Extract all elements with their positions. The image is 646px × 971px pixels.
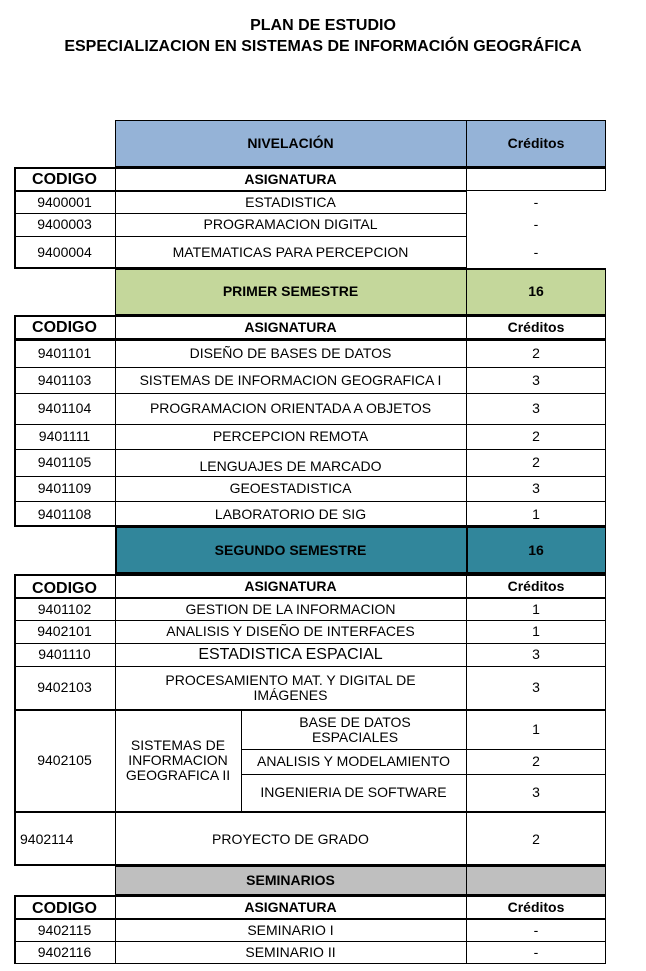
sig2-sub-credits: 3 (532, 784, 540, 800)
table-row-credits: - (533, 216, 539, 232)
table-row-credits: - (533, 244, 539, 260)
table-row-credits: 2 (532, 428, 540, 444)
table-row-code: 9401108 (37, 505, 92, 522)
sig2-sub-name: BASE DE DATOS ESPACIALES (299, 713, 411, 745)
table-row-code: 9401104 (37, 400, 92, 416)
document-title: PLAN DE ESTUDIO (250, 17, 396, 34)
table-row-credits: 3 (532, 371, 540, 388)
table-row-credits: - (533, 193, 539, 210)
sig2-sub-credits: 1 (532, 721, 540, 737)
table-row-code: 9401103 (37, 371, 92, 388)
table-row-credits: 3 (532, 480, 540, 496)
sig2-sub-credits: 2 (532, 753, 540, 769)
codigo-header: CODIGO (32, 319, 97, 336)
table-row-code: 9401110 (38, 646, 91, 662)
table-row-name: SEMINARIO II (245, 944, 336, 960)
seminarios-label: SEMINARIOS (246, 871, 335, 888)
proyecto-credits: 2 (532, 830, 540, 847)
nivelacion-credits-header: Créditos (507, 135, 565, 151)
table-row-name: ANALISIS Y DISEÑO DE INTERFACES (166, 623, 415, 639)
table-row-name: ESTADISTICA (245, 193, 336, 210)
table-row-name: LENGUAJES DE MARCADO (199, 458, 382, 474)
table-row-code: 9402101 (37, 623, 92, 639)
asignatura-header: ASIGNATURA (244, 319, 337, 335)
table-row-code: 9402115 (37, 921, 92, 938)
proyecto-name: PROYECTO DE GRADO (212, 830, 369, 847)
table-row-name: GESTION DE LA INFORMACION (185, 600, 396, 617)
table-row-credits: - (533, 944, 539, 960)
table-row-code: 9401101 (37, 345, 92, 361)
table-row-credits: 3 (532, 679, 540, 695)
table-row-credits: 2 (532, 454, 540, 470)
table-row-code: 9402116 (37, 944, 92, 960)
segundo-semestre-label: SEGUNDO SEMESTRE (214, 541, 367, 558)
creditos-header: Créditos (507, 898, 565, 915)
table-row-code: 9400004 (37, 244, 92, 260)
table-row-code: 9401109 (37, 480, 92, 496)
proyecto-code: 9402114 (20, 830, 74, 847)
table-row-name: PROGRAMACION DIGITAL (203, 216, 378, 232)
creditos-header: Créditos (507, 577, 565, 594)
sig2-sub-name: ANALISIS Y MODELAMIENTO (257, 753, 450, 769)
nivelacion-label: NIVELACIÓN (247, 135, 334, 151)
table-row-code: 9401102 (37, 600, 92, 617)
sig2-sub-name: INGENIERIA DE SOFTWARE (260, 784, 447, 800)
table-row-name: PERCEPCION REMOTA (212, 428, 369, 444)
segundo-semestre-credits: 16 (528, 541, 544, 558)
table-row-credits: 2 (532, 345, 540, 361)
table-row-name: PROGRAMACION ORIENTADA A OBJETOS (149, 400, 432, 416)
asignatura-header: ASIGNATURA (244, 577, 337, 594)
table-row-credits: 1 (532, 505, 540, 522)
table-row-name: LABORATORIO DE SIG (214, 505, 367, 522)
creditos-header: Créditos (507, 319, 565, 335)
asignatura-header: ASIGNATURA (244, 170, 337, 187)
table-row-credits: 1 (532, 600, 540, 617)
table-row-name: GEOESTADISTICA (229, 480, 352, 496)
primer-semestre-credits: 16 (528, 283, 544, 299)
table-row-name: DISEÑO DE BASES DE DATOS (189, 345, 392, 361)
codigo-header: CODIGO (32, 579, 97, 597)
primer-semestre-label: PRIMER SEMESTRE (222, 283, 359, 299)
asignatura-header: ASIGNATURA (244, 898, 337, 915)
table-row-name: SISTEMAS DE INFORMACION GEOGRAFICA I (139, 371, 442, 388)
table-row-code: 9400003 (37, 216, 92, 232)
table-row-name: SEMINARIO I (247, 921, 334, 938)
table-row-name: ESTADISTICA ESPACIAL (198, 646, 383, 663)
document-subtitle: ESPECIALIZACION EN SISTEMAS DE INFORMACIÓN GEOGRÁFICA (64, 38, 582, 55)
table-row-name: MATEMATICAS PARA PERCEPCION (172, 244, 409, 260)
table-row-code: 9401105 (37, 454, 92, 470)
codigo-header: CODIGO (32, 899, 97, 917)
table-row-code: 9402103 (37, 679, 92, 695)
sig2-code: 9402105 (37, 752, 92, 768)
table-row-code: 9400001 (37, 193, 92, 210)
codigo-header: CODIGO (32, 170, 97, 188)
table-row-name: PROCESAMIENTO MAT. Y DIGITAL DE IMÁGENES (165, 671, 416, 703)
table-row-credits: 3 (532, 400, 540, 416)
table-row-credits: - (533, 921, 539, 938)
table-row-code: 9401111 (38, 428, 91, 444)
table-row-credits: 1 (532, 623, 540, 639)
sig2-name: SISTEMAS DE INFORMACION GEOGRAFICA II (125, 737, 231, 783)
table-row-credits: 3 (532, 646, 540, 662)
